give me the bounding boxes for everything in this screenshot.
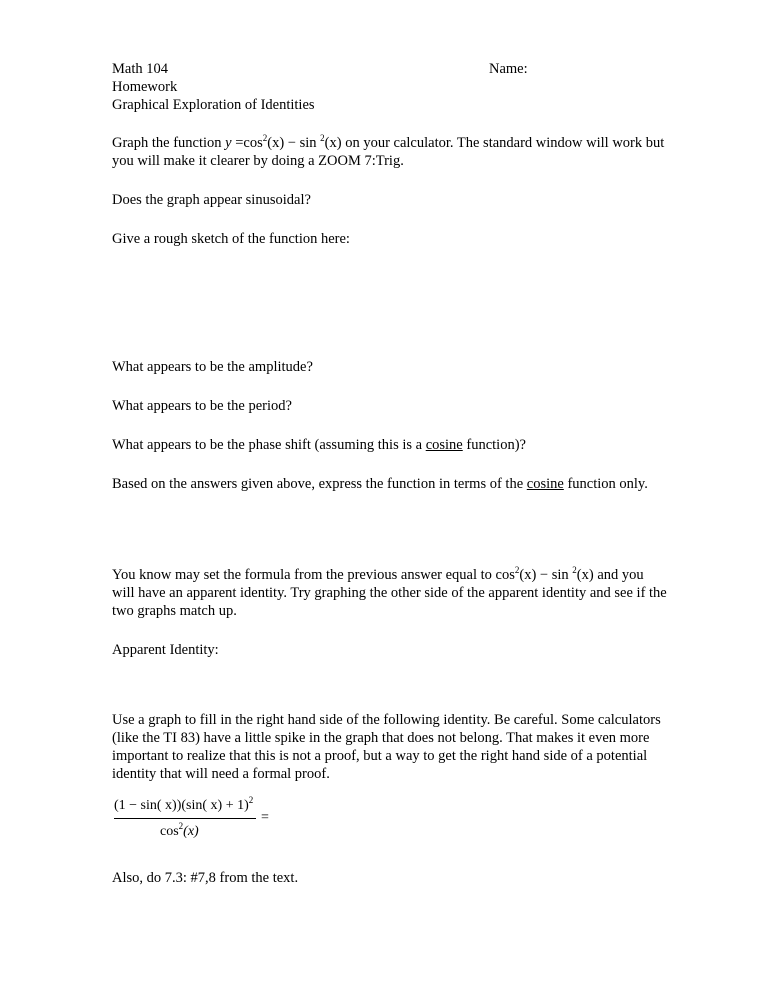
graph-paragraph-line2: (like the TI 83) have a little spike in the graph that does not belong. That makes it even more [112,730,650,746]
question-sinusoidal: Does the graph appear sinusoidal? [112,192,311,208]
graph-paragraph-line3: important to realize that this is not a proof, but a way to get the right hand side of a potential [112,748,648,764]
question-sketch: Give a rough sketch of the function here: [112,231,350,247]
apparent-identity-label: Apparent Identity: [112,642,219,658]
identity-after: and you [593,567,644,583]
function-equation: $y =\cos^2(x) - \sin ^2(x)$ [225,133,342,151]
fraction-equals: = [261,810,269,825]
graph-instruction-before: Graph the function [112,135,226,151]
identity-before: You know may set the formula from the previous answer equal to [112,567,496,583]
identity-paragraph-line3: two graphs match up. [112,603,237,619]
question-express [112,475,648,493]
graph-paragraph-line4: identity that will need a formal proof. [112,766,330,782]
phase-underlined: cosine [425,437,463,453]
question-phase-shift [112,436,526,454]
graph-paragraph-line1: Use a graph to fill in the right hand side of the following identity. Be careful. Some calculators [112,712,661,728]
phase-after: function)? [462,437,526,453]
graph-instruction-line2: you will make it clearer by doing a ZOOM 7:Trig. [112,153,404,169]
question-amplitude: What appears to be the amplitude? [112,359,313,375]
fraction-denominator: $\cos^2(x)$ [160,821,199,839]
express-underlined: cosine [526,476,564,492]
graph-instruction-after: on your calculator. The standard window will work but [341,135,665,151]
express-after: function only. [563,476,648,492]
graph-instruction [112,134,664,152]
course-label: Math 104 [112,61,168,77]
identity-paragraph-line2: will have an apparent identity. Try graphing the other side of the apparent identity and see if the [112,585,667,601]
question-period: What appears to be the period? [112,398,292,414]
fraction-bar [114,818,256,819]
footer-note: Also, do 7.3: #7,8 from the text. [112,870,299,886]
identity-equation: $\cos^2(x) - \sin ^2(x)$ [495,565,594,583]
express-before: Based on the answers given above, express the function in terms of the [112,476,527,492]
phase-before: What appears to be the phase shift (assuming this is a [112,437,426,453]
page-title: Graphical Exploration of Identities [112,97,315,113]
name-label: Name: [489,61,528,77]
fraction-numerator: (1 − sin( x))(sin( x) + 1)$^2$ [114,795,254,813]
assignment-type: Homework [112,79,178,95]
identity-paragraph-line1 [112,566,644,584]
